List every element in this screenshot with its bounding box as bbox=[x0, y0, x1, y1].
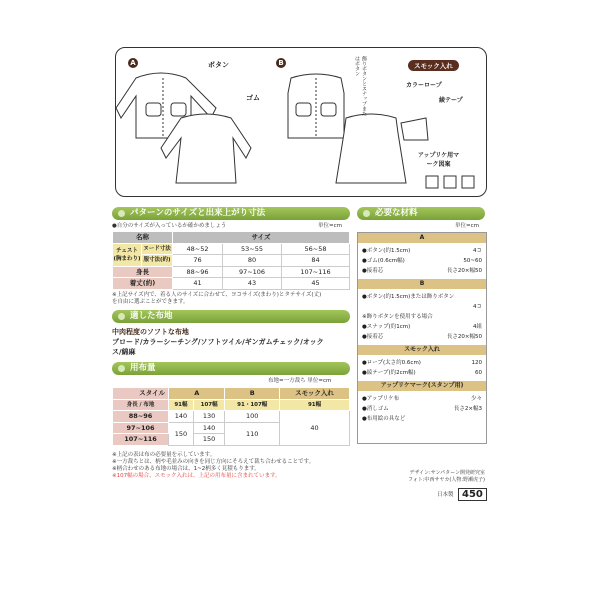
fabric-subtitle: 中肉程度のソフトな布地 bbox=[112, 328, 189, 336]
material-item: ●アップリケ布 少々 bbox=[362, 396, 482, 402]
material-item: ●ボタン(約1.5cm)または飾りボタン bbox=[362, 294, 455, 300]
cell: 97~106 bbox=[223, 266, 282, 278]
material-item: ●布用絵の具など bbox=[362, 416, 406, 422]
chest-label: チェスト(胸まわり) bbox=[113, 243, 142, 266]
note: ※一方裁ちとは、柄や毛並みの向きを同じ方向にそろえて裁ち合わせることです。 bbox=[112, 459, 315, 465]
finished-label: 服寸法(約) bbox=[142, 255, 173, 267]
applique-label: アップリケ用マーク図案 bbox=[417, 152, 460, 168]
material-item: ●スナップ(約1cm) 4組 bbox=[362, 324, 482, 330]
style-a-badge: A bbox=[128, 58, 138, 68]
credits bbox=[380, 470, 485, 484]
height-fabric-header: 身長 / 布地 bbox=[113, 399, 169, 411]
width: 91幅 bbox=[169, 399, 194, 411]
cell: 84 bbox=[282, 255, 350, 267]
photo-credit: フォト:中西サヤカ(人物:野瀬虎子) bbox=[407, 477, 485, 483]
material-item: 4コ bbox=[473, 304, 482, 310]
fabric-section-title: 適した布地 bbox=[112, 310, 350, 323]
cell: 150 bbox=[193, 434, 225, 446]
height-label: 身長 bbox=[113, 266, 173, 278]
materials-bag-head: スモック入れ bbox=[358, 345, 486, 355]
cell: 107~116 bbox=[282, 266, 350, 278]
cell: 43 bbox=[223, 278, 282, 290]
illustration-panel bbox=[115, 47, 487, 197]
made-in-japan: 日本製 bbox=[437, 492, 454, 498]
width: 107幅 bbox=[193, 399, 225, 411]
fabric-header: 布地 bbox=[143, 401, 155, 408]
yardage-table bbox=[112, 387, 350, 446]
cell: 48~52 bbox=[173, 243, 223, 255]
materials-box bbox=[357, 232, 487, 444]
yardage-unit: 布地=一方裁ち 単位=cm bbox=[268, 378, 332, 384]
woven-tape-label: 綾テープ bbox=[439, 97, 463, 104]
style-b-badge: B bbox=[276, 58, 286, 68]
cell: 88~96 bbox=[173, 266, 223, 278]
size-note: ●自分のサイズが入っているか確かめましょう bbox=[112, 223, 227, 229]
cell: 56~58 bbox=[282, 243, 350, 255]
header-size: サイズ bbox=[173, 232, 350, 244]
row-label: 97~106 bbox=[113, 422, 169, 434]
yardage-notes bbox=[112, 452, 352, 480]
col-a: A bbox=[169, 388, 225, 400]
materials-b-head: B bbox=[358, 279, 486, 289]
style-header: スタイル bbox=[113, 388, 169, 400]
cell: 140 bbox=[193, 422, 225, 434]
materials-unit: 単位=cm bbox=[455, 223, 479, 229]
material-item: ●接着芯 長さ20×幅50 bbox=[362, 268, 482, 274]
material-item: ●消しゴム 長さ2×幅3 bbox=[362, 406, 482, 412]
cell: 130 bbox=[193, 411, 225, 423]
fabric-list: ブロード/カラーシーチング/ソフトツイル/ギンガムチェック/オックス/綿麻 bbox=[112, 338, 324, 356]
material-item: ●綾テープ(約2cm幅) 60 bbox=[362, 370, 482, 376]
material-note: ※飾りボタンを使用する場合 bbox=[362, 314, 433, 320]
note: ※柄合わせのある布地の場合は、1~2柄多く見積もります。 bbox=[112, 466, 260, 472]
fabric-content bbox=[112, 327, 327, 357]
red-note: ※107幅の場合、スモック入れは、上記の用布量に含まれています。 bbox=[112, 473, 281, 479]
header-name: 名称 bbox=[113, 232, 173, 244]
cell: 100 bbox=[225, 411, 280, 423]
material-item: ●ボタン(約1.5cm) 4コ bbox=[362, 248, 482, 254]
size-unit: 単位=cm bbox=[318, 223, 342, 229]
cell: 40 bbox=[280, 411, 350, 446]
cell: 150 bbox=[169, 422, 194, 445]
size-footnote: ※上記サイズ内で、着る人のサイズに合わせて、ヨコサイズ(まわり)とタテサイズ(丈)を自由に選ぶことができます。 bbox=[112, 292, 322, 305]
materials-app-head: アップリケマーク(スタンプ用) bbox=[358, 381, 486, 391]
b-button-note: 飾りボタンとスナップまたはボタン bbox=[354, 56, 367, 116]
height-header: 身長 bbox=[126, 401, 138, 408]
row-label: 88~96 bbox=[113, 411, 169, 423]
length-label: 着丈(約) bbox=[113, 278, 173, 290]
size-section-title: パターンのサイズと出来上がり寸法 bbox=[112, 207, 350, 220]
cell: 140 bbox=[169, 411, 194, 423]
cell: 45 bbox=[282, 278, 350, 290]
size-table bbox=[112, 231, 350, 290]
button-label: ボタン bbox=[208, 61, 229, 69]
width: 91幅 bbox=[280, 399, 350, 411]
width: 91・107幅 bbox=[225, 399, 280, 411]
yardage-section-title: 用布量 bbox=[112, 362, 350, 375]
cell: 76 bbox=[173, 255, 223, 267]
note: ※上記の表は布の必要量を示しています。 bbox=[112, 452, 216, 458]
material-item: ●ロープ(太さ約0.6cm) 120 bbox=[362, 360, 482, 366]
cell: 41 bbox=[173, 278, 223, 290]
cell: 80 bbox=[223, 255, 282, 267]
col-bag: スモック入れ bbox=[280, 388, 350, 400]
design-credit: デザイン:サンパターン開発研究室 bbox=[409, 470, 485, 476]
pattern-number: 450 bbox=[458, 488, 487, 501]
nude-label: ヌード寸法 bbox=[142, 243, 173, 255]
col-b: B bbox=[225, 388, 280, 400]
cell: 110 bbox=[225, 422, 280, 445]
bag-title: スモック入れ bbox=[408, 60, 459, 71]
cell: 53~55 bbox=[223, 243, 282, 255]
row-label: 107~116 bbox=[113, 434, 169, 446]
elastic-label: ゴム bbox=[246, 94, 260, 102]
materials-title: 必要な材料 bbox=[357, 207, 485, 220]
material-item: ●接着芯 長さ20×幅50 bbox=[362, 334, 482, 340]
materials-a-head: A bbox=[358, 233, 486, 243]
material-item: ●ゴム(0.6cm幅) 50~60 bbox=[362, 258, 482, 264]
color-rope-label: カラーロープ bbox=[406, 82, 442, 89]
